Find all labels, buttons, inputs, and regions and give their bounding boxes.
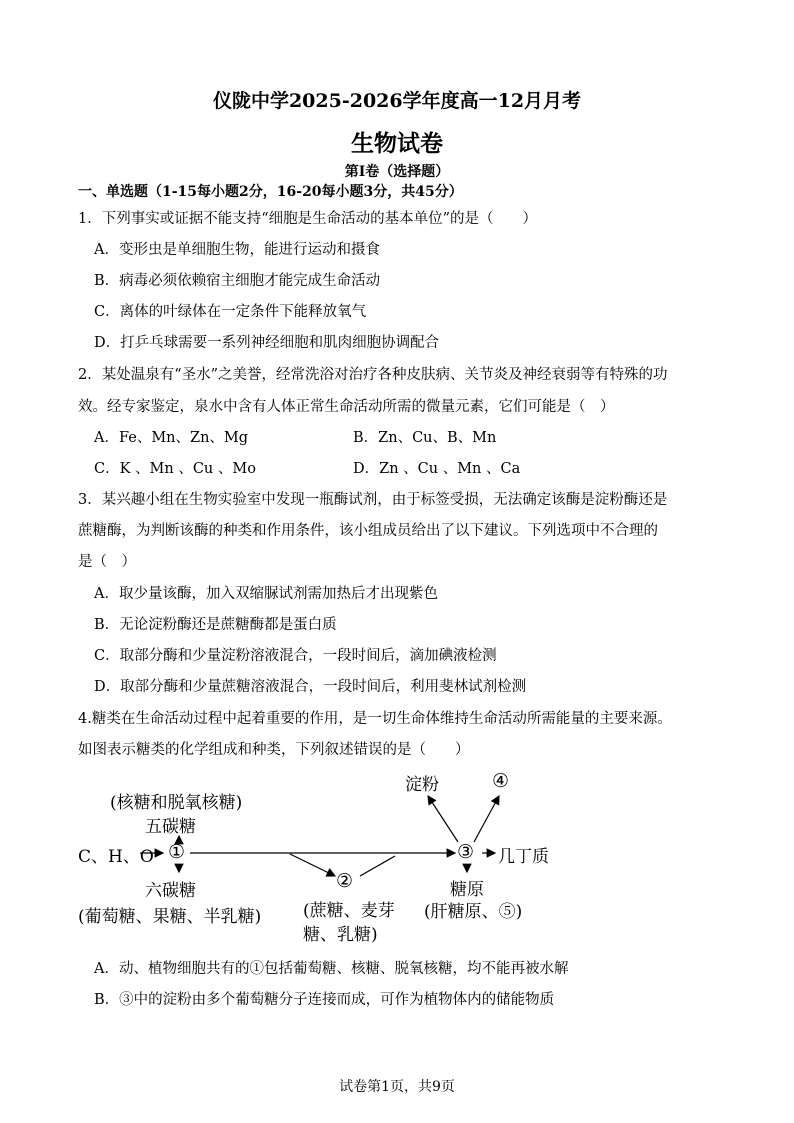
- chitin-label: 几丁质: [498, 847, 549, 867]
- node-4: ④: [492, 770, 510, 792]
- q1-stem: 1．下列事实或证据不能支持“细胞是生命活动的基本单位”的是（ ）: [78, 211, 538, 227]
- pentose-note: (核糖和脱氧核糖): [110, 793, 243, 813]
- q4-option-b: B．③中的淀粉由多个葡萄糖分子连接而成，可作为植物体内的储能物质: [94, 992, 555, 1008]
- hexose-note: (葡萄糖、果糖、半乳糖): [78, 907, 262, 927]
- node-1: ①: [168, 841, 186, 863]
- part-title: 第I卷（选择题）: [344, 164, 450, 180]
- q2-option-c: C．K 、Mn 、Cu 、Mo: [94, 461, 256, 477]
- q1-option-a: A．变形虫是单细胞生物，能进行运动和摄食: [94, 242, 380, 258]
- q1-option-c: C．离体的叶绿体在一定条件下能释放氧气: [94, 304, 367, 320]
- pentose-label: 五碳糖: [145, 817, 196, 837]
- q2-option-a: A．Fe、Mn、Zn、Mg: [94, 430, 249, 446]
- q3-option-b: B．无论淀粉酶还是蔗糖酶都是蛋白质: [94, 617, 337, 633]
- q3-option-a: A．取少量该酶，加入双缩脲试剂需加热后才出现紫色: [94, 586, 438, 602]
- q2-stem-line1: 2．某处温泉有“圣水”之美誉，经常洗浴对治疗各种皮肤病、关节炎及神经衰弱等有特殊的功: [78, 367, 668, 383]
- arrow-to-2: [290, 854, 335, 876]
- arrow-3-to-starch: [428, 796, 458, 842]
- q1-option-b: B．病毒必须依赖宿主细胞才能完成生命活动: [94, 273, 381, 289]
- exam-title: 仪陇中学2025-2026学年度高一12月月考: [212, 90, 582, 112]
- q3-stem-line3: 是（ ）: [78, 554, 136, 570]
- node-2: ②: [336, 870, 354, 892]
- q2-stem-line2: 效。经专家鉴定，泉水中含有人体正常生命活动所需的微量元素，它们可能是（ ）: [78, 399, 615, 415]
- q3-stem-line2: 蔗糖酶，为判断该酶的种类和作用条件，该小组成员给出了以下建议。下列选项中不合理的: [78, 523, 658, 539]
- q3-stem-line1: 3．某兴趣小组在生物实验室中发现一瓶酶试剂，由于标签受损，无法确定该酶是淀粉酶还是: [78, 492, 668, 508]
- elements-label: C、H、O: [78, 847, 154, 867]
- glycogen-note: (肝糖原、⑤): [424, 902, 523, 922]
- q4-option-a: A．动、植物细胞共有的①包括葡萄糖、核糖、脱氧核糖，均不能再被水解: [94, 961, 569, 977]
- starch-label: 淀粉: [405, 775, 439, 795]
- q3-option-d: D．取部分酶和少量蔗糖溶液混合，一段时间后，利用斐林试剂检测: [94, 679, 527, 695]
- subject-title: 生物试卷: [351, 130, 443, 157]
- arrow-2-join: [360, 856, 395, 876]
- q2-option-d: D．Zn 、Cu 、Mn 、Ca: [353, 461, 521, 477]
- glycogen-label: 糖原: [450, 880, 484, 900]
- page-footer: 试卷第1页，共9页: [339, 1079, 455, 1095]
- q3-option-c: C．取部分酶和少量淀粉溶液混合，一段时间后，滴加碘液检测: [94, 648, 497, 664]
- node-3: ③: [457, 841, 475, 863]
- hexose-label: 六碳糖: [145, 881, 196, 901]
- disaccharide-note-2: 糖、乳糖): [303, 925, 378, 945]
- q4-stem-line2: 如图表示糖类的化学组成和种类，下列叙述错误的是（ ）: [78, 742, 470, 758]
- q2-option-b: B．Zn、Cu、B、Mn: [353, 430, 497, 446]
- disaccharide-note-1: (蔗糖、麦芽: [303, 901, 395, 921]
- arrow-3-to-4: [474, 796, 499, 842]
- q4-stem-line1: 4.糖类在生命活动过程中起着重要的作用，是一切生命体维持生命活动所需能量的主要来源。: [78, 711, 672, 727]
- section-heading: 一、单选题（1-15每小题2分，16-20每小题3分，共45分）: [78, 184, 463, 200]
- q1-option-d: D．打乒乓球需要一系列神经细胞和肌肉细胞协调配合: [94, 335, 440, 351]
